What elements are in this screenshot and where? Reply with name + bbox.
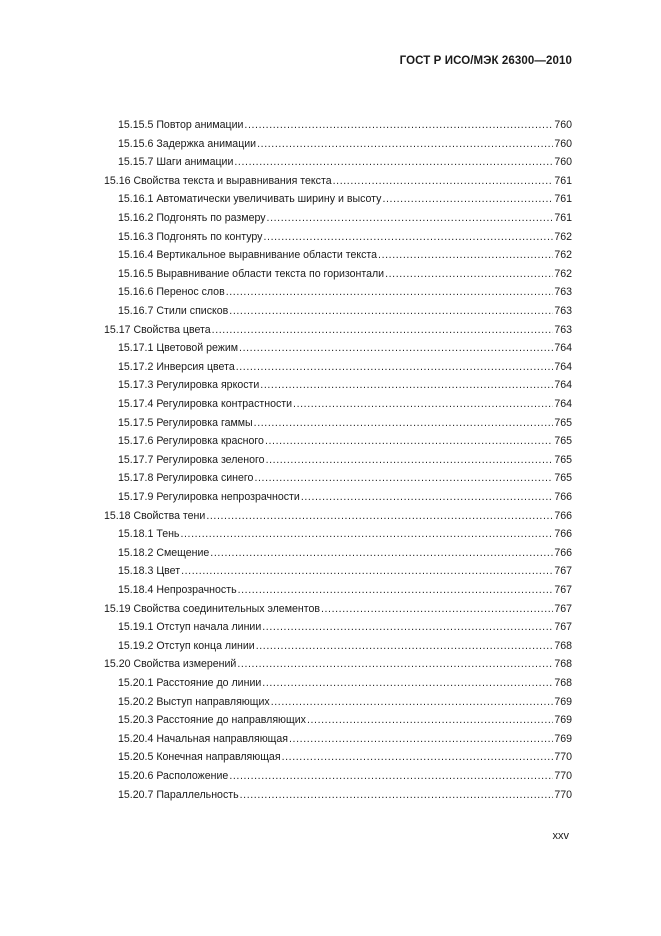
toc-entry-number: 15.20 xyxy=(104,658,131,671)
toc-entry-page: 762 xyxy=(554,230,572,243)
toc-entry-page: 760 xyxy=(554,156,572,169)
toc-entry-number: 15.20.7 xyxy=(118,788,154,801)
toc-entry-page: 770 xyxy=(554,751,572,764)
toc-entry-number: 15.16 xyxy=(104,174,131,187)
toc-entry-number: 15.18.1 xyxy=(118,528,154,541)
toc-entry-number: 15.15.5 xyxy=(118,119,154,131)
page-number: xxv xyxy=(552,830,569,842)
toc-entry[interactable] xyxy=(118,618,572,637)
toc-entry-title: Смещение xyxy=(156,546,210,559)
toc-entry-number: 15.19 xyxy=(104,602,131,615)
toc-entry-page: 770 xyxy=(554,770,572,782)
toc-entry-number: 15.17.4 xyxy=(118,398,154,410)
toc-dot-leader xyxy=(229,767,553,786)
toc-entry-page: 760 xyxy=(554,119,572,131)
toc-entry-page: 761 xyxy=(554,212,572,224)
toc-entry-page: 764 xyxy=(554,360,572,373)
toc-entry-title: Подгонять по размеру xyxy=(156,212,266,224)
toc-dot-leader xyxy=(271,693,554,712)
toc-entry-page: 769 xyxy=(554,695,572,708)
toc-entry[interactable] xyxy=(118,265,572,284)
toc-dot-leader xyxy=(236,358,554,377)
toc-entry[interactable] xyxy=(104,655,572,674)
toc-entry[interactable] xyxy=(118,562,572,581)
toc-entry-page: 768 xyxy=(554,658,572,671)
toc-entry-title: Конечная направляющая xyxy=(156,751,281,764)
toc-entry-page: 769 xyxy=(554,714,572,727)
toc-entry-title: Расстояние до направляющих xyxy=(156,714,306,727)
toc-entry-title: Отступ конца линии xyxy=(156,639,255,652)
toc-dot-leader xyxy=(237,655,553,674)
toc-entry[interactable] xyxy=(118,395,572,414)
toc-entry[interactable] xyxy=(118,153,572,172)
toc-entry-title: Выступ направляющих xyxy=(156,695,270,708)
toc-entry-page: 762 xyxy=(554,267,572,280)
toc-entry-number: 15.20.3 xyxy=(118,714,154,727)
toc-entry-title: Расстояние до линии xyxy=(156,677,262,689)
toc-entry-page: 767 xyxy=(554,602,572,615)
toc-entry[interactable] xyxy=(118,767,572,786)
toc-entry-number: 15.18.4 xyxy=(118,584,154,596)
toc-entry[interactable] xyxy=(118,451,572,470)
toc-entry[interactable] xyxy=(118,190,572,209)
toc-entry-number: 15.20.6 xyxy=(118,770,154,782)
toc-entry-page: 761 xyxy=(554,174,572,187)
toc-entry-title: Шаги анимации xyxy=(156,156,234,169)
toc-entry-number: 15.17.9 xyxy=(118,491,154,503)
toc-entry[interactable] xyxy=(118,209,572,228)
toc-entry-page: 766 xyxy=(554,528,572,541)
toc-entry-number: 15.18 xyxy=(104,509,131,522)
toc-entry-page: 763 xyxy=(554,305,572,317)
toc-dot-leader xyxy=(293,395,553,414)
toc-entry-number: 15.16.6 xyxy=(118,286,154,299)
toc-dot-leader xyxy=(212,321,554,340)
toc-entry-page: 765 xyxy=(554,416,572,429)
toc-entry-page: 763 xyxy=(554,323,572,336)
toc-entry-page: 766 xyxy=(554,546,572,559)
toc-entry[interactable] xyxy=(118,748,572,767)
toc-entry[interactable] xyxy=(118,711,572,730)
toc-dot-leader xyxy=(333,172,554,191)
toc-entry[interactable] xyxy=(118,135,572,154)
toc-dot-leader xyxy=(240,786,554,805)
toc-entry-title: Регулировка яркости xyxy=(156,379,260,392)
toc-entry-title: Автоматически увеличивать ширину и высоту xyxy=(156,193,382,206)
toc-entry-page: 763 xyxy=(554,286,572,299)
toc-entry-page: 764 xyxy=(554,342,572,355)
toc-entry-page: 768 xyxy=(554,677,572,689)
toc-entry[interactable] xyxy=(118,525,572,544)
toc-dot-leader xyxy=(260,376,553,395)
toc-entry-number: 15.17.5 xyxy=(118,416,154,429)
toc-entry[interactable] xyxy=(118,544,572,563)
toc-entry-page: 767 xyxy=(554,565,572,578)
toc-dot-leader xyxy=(262,618,553,637)
toc-dot-leader xyxy=(267,209,554,228)
document-header: ГОСТ Р ИСО/МЭК 26300—2010 xyxy=(399,55,572,67)
toc-entry[interactable] xyxy=(118,228,572,247)
toc-entry[interactable] xyxy=(118,488,572,507)
toc-entry-title: Регулировка синего xyxy=(156,472,254,485)
toc-entry[interactable] xyxy=(118,414,572,433)
toc-dot-leader xyxy=(307,711,553,730)
toc-entry-number: 15.15.7 xyxy=(118,156,154,169)
toc-entry-title: Цвет xyxy=(156,565,181,578)
toc-entry-title: Стили списков xyxy=(156,305,229,317)
toc-dot-leader xyxy=(301,488,553,507)
toc-entry[interactable] xyxy=(118,283,572,302)
toc-dot-leader xyxy=(229,302,553,321)
toc-dot-leader xyxy=(254,469,553,488)
toc-entry-page: 767 xyxy=(554,584,572,596)
toc-entry-page: 765 xyxy=(554,435,572,448)
toc-dot-leader xyxy=(382,190,553,209)
toc-entry-number: 15.16.2 xyxy=(118,212,154,224)
toc-entry[interactable] xyxy=(118,469,572,488)
toc-entry-title: Регулировка контрастности xyxy=(156,398,293,410)
toc-entry-number: 15.20.5 xyxy=(118,751,154,764)
toc-entry-title: Свойства тени xyxy=(133,509,206,522)
toc-entry-number: 15.16.1 xyxy=(118,193,154,206)
toc-entry-number: 15.16.3 xyxy=(118,230,154,243)
toc-entry-page: 770 xyxy=(554,788,572,801)
toc-dot-leader xyxy=(206,507,553,526)
toc-entry-number: 15.16.7 xyxy=(118,305,154,317)
toc-entry-title: Непрозрачность xyxy=(156,584,237,596)
toc-dot-leader xyxy=(180,525,553,544)
toc-entry-number: 15.20.4 xyxy=(118,732,154,745)
toc-entry-title: Выравнивание области текста по горизонтали xyxy=(156,267,385,280)
toc-entry-number: 15.17.6 xyxy=(118,435,154,448)
toc-entry-title: Задержка анимации xyxy=(156,137,257,150)
toc-dot-leader xyxy=(289,730,553,749)
toc-dot-leader xyxy=(238,581,554,600)
toc-entry-title: Начальная направляющая xyxy=(156,732,289,745)
toc-entry[interactable] xyxy=(104,600,572,619)
toc-entry-page: 761 xyxy=(554,193,572,206)
toc-dot-leader xyxy=(181,562,553,581)
toc-entry[interactable] xyxy=(118,786,572,805)
toc-dot-leader xyxy=(262,674,553,693)
toc-dot-leader xyxy=(378,246,553,265)
toc-dot-leader xyxy=(265,432,553,451)
toc-entry[interactable] xyxy=(118,246,572,265)
toc-entry-page: 764 xyxy=(554,379,572,392)
toc-entry[interactable] xyxy=(118,339,572,358)
toc-entry-page: 767 xyxy=(554,621,572,634)
toc-entry[interactable] xyxy=(104,507,572,526)
toc-entry-title: Инверсия цвета xyxy=(156,360,235,373)
toc-entry-title: Вертикальное выравнивание области текста xyxy=(156,249,378,262)
toc-entry[interactable] xyxy=(118,302,572,321)
toc-entry-title: Подгонять по контуру xyxy=(156,230,263,243)
toc-entry-title: Отступ начала линии xyxy=(156,621,262,634)
toc-dot-leader xyxy=(321,600,553,619)
toc-entry-number: 15.18.3 xyxy=(118,565,154,578)
toc-entry-page: 765 xyxy=(554,472,572,485)
toc-entry-number: 15.15.6 xyxy=(118,137,154,150)
toc-dot-leader xyxy=(244,116,553,135)
toc-entry-title: Регулировка непрозрачности xyxy=(156,491,300,503)
toc-entry-number: 15.17 xyxy=(104,323,131,336)
toc-entry-title: Свойства цвета xyxy=(133,323,211,336)
toc-entry-title: Параллельность xyxy=(156,788,239,801)
toc-entry-title: Свойства текста и выравнивания текста xyxy=(133,174,332,187)
toc-entry-number: 15.18.2 xyxy=(118,546,154,559)
toc-entry[interactable] xyxy=(118,674,572,693)
toc-dot-leader xyxy=(263,228,553,247)
toc-entry[interactable] xyxy=(104,321,572,340)
toc-entry[interactable] xyxy=(118,581,572,600)
toc-entry-title: Регулировка красного xyxy=(156,435,264,448)
toc-entry-page: 766 xyxy=(554,509,572,522)
toc-entry-number: 15.19.1 xyxy=(118,621,154,634)
toc-entry-page: 764 xyxy=(554,398,572,410)
toc-entry-number: 15.16.4 xyxy=(118,249,154,262)
toc-dot-leader xyxy=(282,748,554,767)
toc-dot-leader xyxy=(257,135,553,154)
toc-dot-leader xyxy=(254,414,554,433)
toc-entry-title: Свойства измерений xyxy=(133,658,237,671)
toc-entry-title: Регулировка зеленого xyxy=(156,453,265,466)
toc-entry-page: 765 xyxy=(554,453,572,466)
toc-entry-number: 15.20.2 xyxy=(118,695,154,708)
toc-dot-leader xyxy=(266,451,554,470)
toc-entry-page: 760 xyxy=(554,137,572,150)
toc-entry-title: Свойства соединительных элементов xyxy=(133,602,320,615)
toc-entry-number: 15.17.7 xyxy=(118,453,154,466)
toc-entry-number: 15.20.1 xyxy=(118,677,154,689)
toc-entry-number: 15.16.5 xyxy=(118,267,154,280)
toc-entry-page: 766 xyxy=(554,491,572,503)
toc-entry-title: Регулировка гаммы xyxy=(156,416,253,429)
toc-entry[interactable] xyxy=(118,730,572,749)
toc-entry-title: Тень xyxy=(156,528,180,541)
toc-entry[interactable] xyxy=(104,172,572,191)
toc-entry[interactable] xyxy=(118,376,572,395)
toc-entry[interactable] xyxy=(118,693,572,712)
toc-entry-page: 769 xyxy=(554,732,572,745)
toc-dot-leader xyxy=(210,544,553,563)
toc-entry-number: 15.17.8 xyxy=(118,472,154,485)
toc-entry-number: 15.17.3 xyxy=(118,379,154,392)
toc-entry-number: 15.19.2 xyxy=(118,639,154,652)
toc-entry-title: Расположение xyxy=(156,770,229,782)
toc-dot-leader xyxy=(234,153,553,172)
toc-dot-leader xyxy=(226,283,554,302)
toc-entry-title: Цветовой режим xyxy=(156,342,239,355)
toc-entry[interactable] xyxy=(118,637,572,656)
toc-dot-leader xyxy=(239,339,553,358)
toc-dot-leader xyxy=(256,637,554,656)
toc-entry-title: Перенос слов xyxy=(156,286,225,299)
toc-entry-number: 15.17.1 xyxy=(118,342,154,355)
toc-entry[interactable] xyxy=(118,358,572,377)
toc-entry[interactable] xyxy=(118,116,572,135)
toc-entry-page: 762 xyxy=(554,249,572,262)
toc-entry-page: 768 xyxy=(554,639,572,652)
toc-entry-title: Повтор анимации xyxy=(156,119,244,131)
toc-entry-number: 15.17.2 xyxy=(118,360,154,373)
toc-dot-leader xyxy=(385,265,553,284)
toc-entry[interactable] xyxy=(118,432,572,451)
